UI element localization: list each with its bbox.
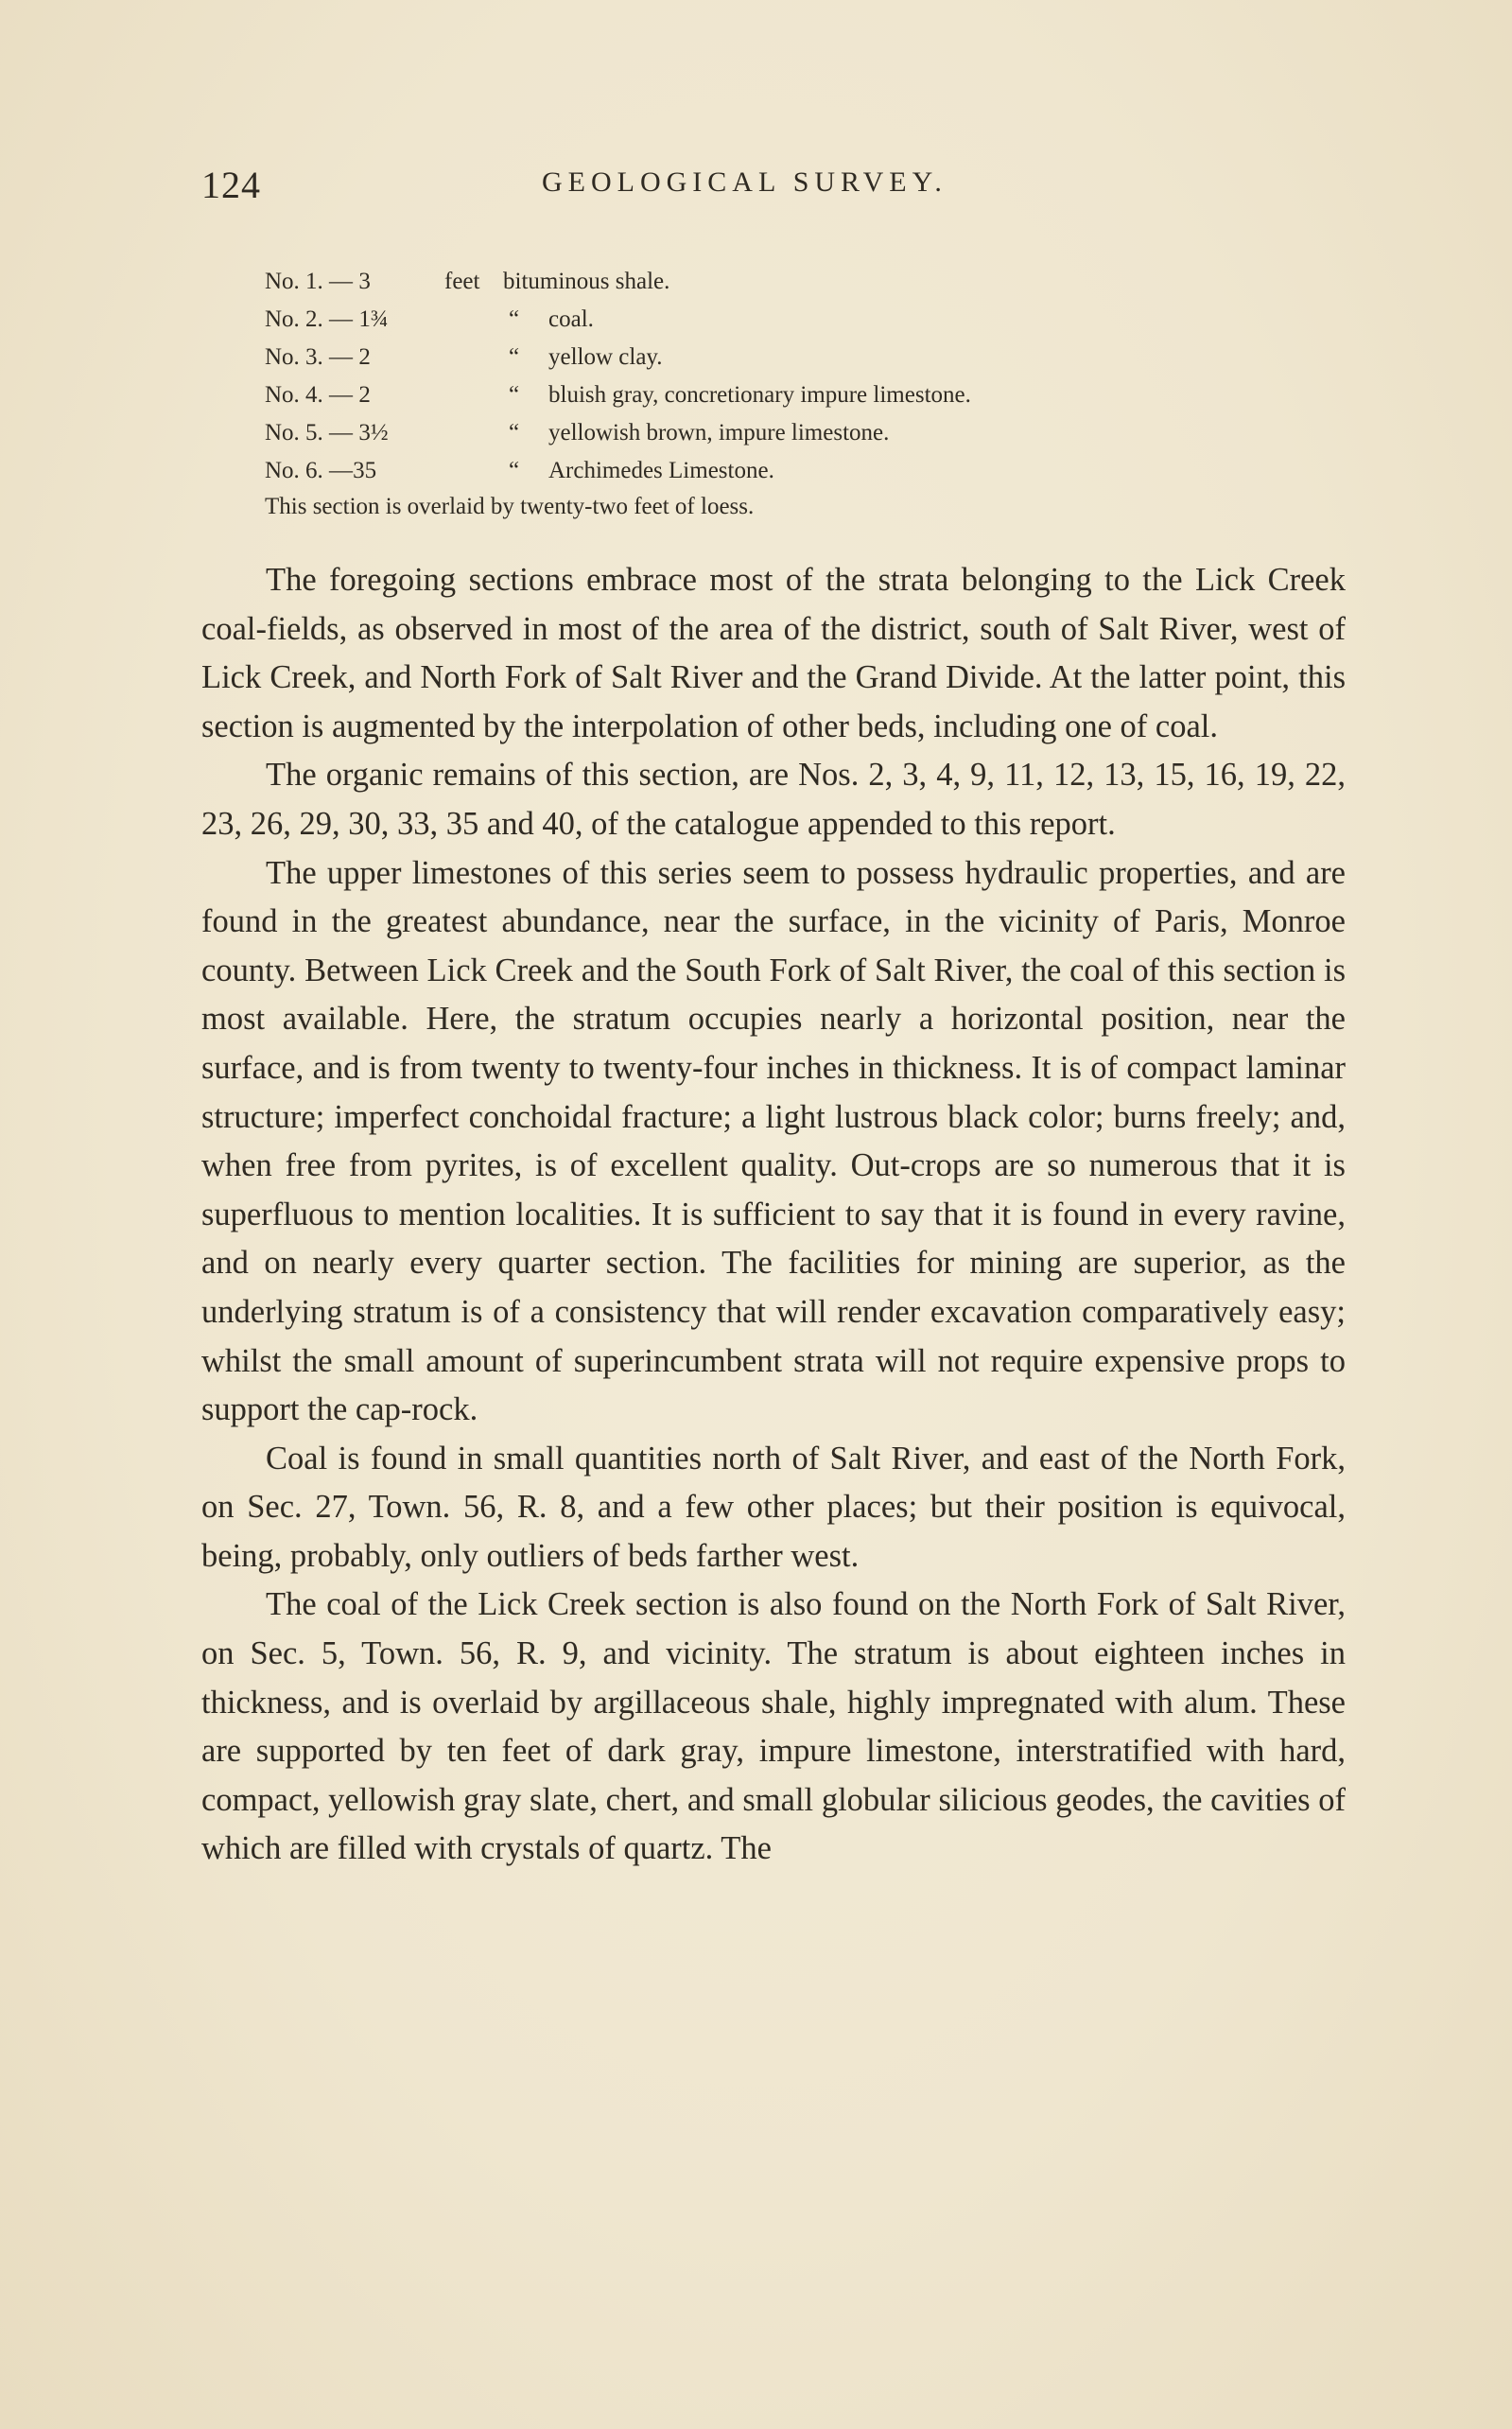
section-row — [265, 339, 1210, 376]
section-row-unit: “ — [509, 420, 520, 446]
section-row-unit: “ — [509, 458, 520, 483]
paragraph: Coal is found in small quantities north of Salt River, and east of the North Fork, on Sec. 27, Town. 56, R. 8, and a few other places; but their position is equivocal, being, probably, only outliers of beds farther west. — [201, 1440, 1346, 1574]
section-row-number: No. 1. — 3 — [265, 269, 371, 294]
section-row — [265, 414, 1210, 452]
section-row-number: No. 2. — 1¾ — [265, 306, 389, 332]
running-title: GEOLOGICAL SURVEY. — [542, 166, 947, 198]
section-row — [265, 263, 1210, 301]
paragraph: The foregoing sections embrace most of the strata belonging to the Lick Creek coal-fields, as observed in most of the area of the district, south of Salt River, west of Lick Creek, and North Fork of Salt River and the Grand Divide. At the latter point, this section is augmented by the interpolation of other beds, including one of coal. — [201, 562, 1346, 744]
section-row-number: No. 6. —35 — [265, 458, 377, 483]
section-row-unit: “ — [509, 344, 520, 370]
section-row-description: coal. — [548, 306, 594, 332]
page-number: 124 — [201, 164, 261, 206]
section-note: This section is overlaid by twenty-two feet of loess. — [265, 494, 755, 519]
section-row-unit: “ — [509, 306, 520, 332]
section-row-description: bituminous shale. — [503, 269, 670, 294]
section-row-unit: “ — [509, 382, 520, 408]
paragraph: The organic remains of this section, are Nos. 2, 3, 4, 9, 11, 12, 13, 15, 16, 19, 22, 23, 26, 29, 30, 33, 35 and 40, of the catalogue appended to this report. — [201, 757, 1346, 842]
paragraph: The upper limestones of this series seem to possess hydraulic properties, and are found in the greatest abundance, near the surface, in the vicinity of Paris, Monroe county. Between Lick Creek and the South Fork of Salt River, the coal of this section is most available. Here, the stratum occupies nearly a horizontal position, near the surface, and is from twenty to twenty-four inches in thickness. It is of compact laminar structure; imperfect conchoidal fracture; a light lustrous black color; burns freely; and, when free from pyrites, is of excellent quality. Out-crops are so numerous that it is superfluous to mention localities. It is sufficient to say that it is found in every ravine, and on nearly every quarter section. The facilities for mining are superior, as the underlying stratum is of a consistency that will render excavation comparatively easy; whilst the small amount of superincumbent strata will not require expensive props to support the cap-rock. — [201, 854, 1346, 1428]
section-row-description: yellow clay. — [548, 344, 663, 370]
paragraph: The coal of the Lick Creek section is also found on the North Fork of Salt River, on Sec. 5, Town. 56, R. 9, and vicinity. The stratum is about eighteen inches in thickness, and is overlaid by argillaceous shale, highly impregnated with alum. These are supported by ten feet of dark gray, impure limestone, interstratified with hard, compact, yellowish gray slate, chert, and small globular silicious geodes, the cavities of which are filled with crystals of quartz. The — [201, 1586, 1346, 1867]
page-header — [201, 159, 1355, 216]
section-row-description: yellowish brown, impure limestone. — [548, 420, 890, 446]
section-row-number: No. 4. — 2 — [265, 382, 371, 408]
section-row-description: bluish gray, concretionary impure limestone. — [548, 382, 971, 408]
section-row — [265, 376, 1210, 414]
section-row — [265, 301, 1210, 339]
section-row-description: Archimedes Limestone. — [548, 458, 774, 483]
section-row-unit: feet — [444, 269, 480, 294]
section-row-number: No. 5. — 3½ — [265, 420, 389, 446]
body-text — [201, 556, 1346, 1874]
section-row-number: No. 3. — 2 — [265, 344, 371, 370]
section-table — [265, 263, 1210, 490]
section-row — [265, 452, 1210, 490]
